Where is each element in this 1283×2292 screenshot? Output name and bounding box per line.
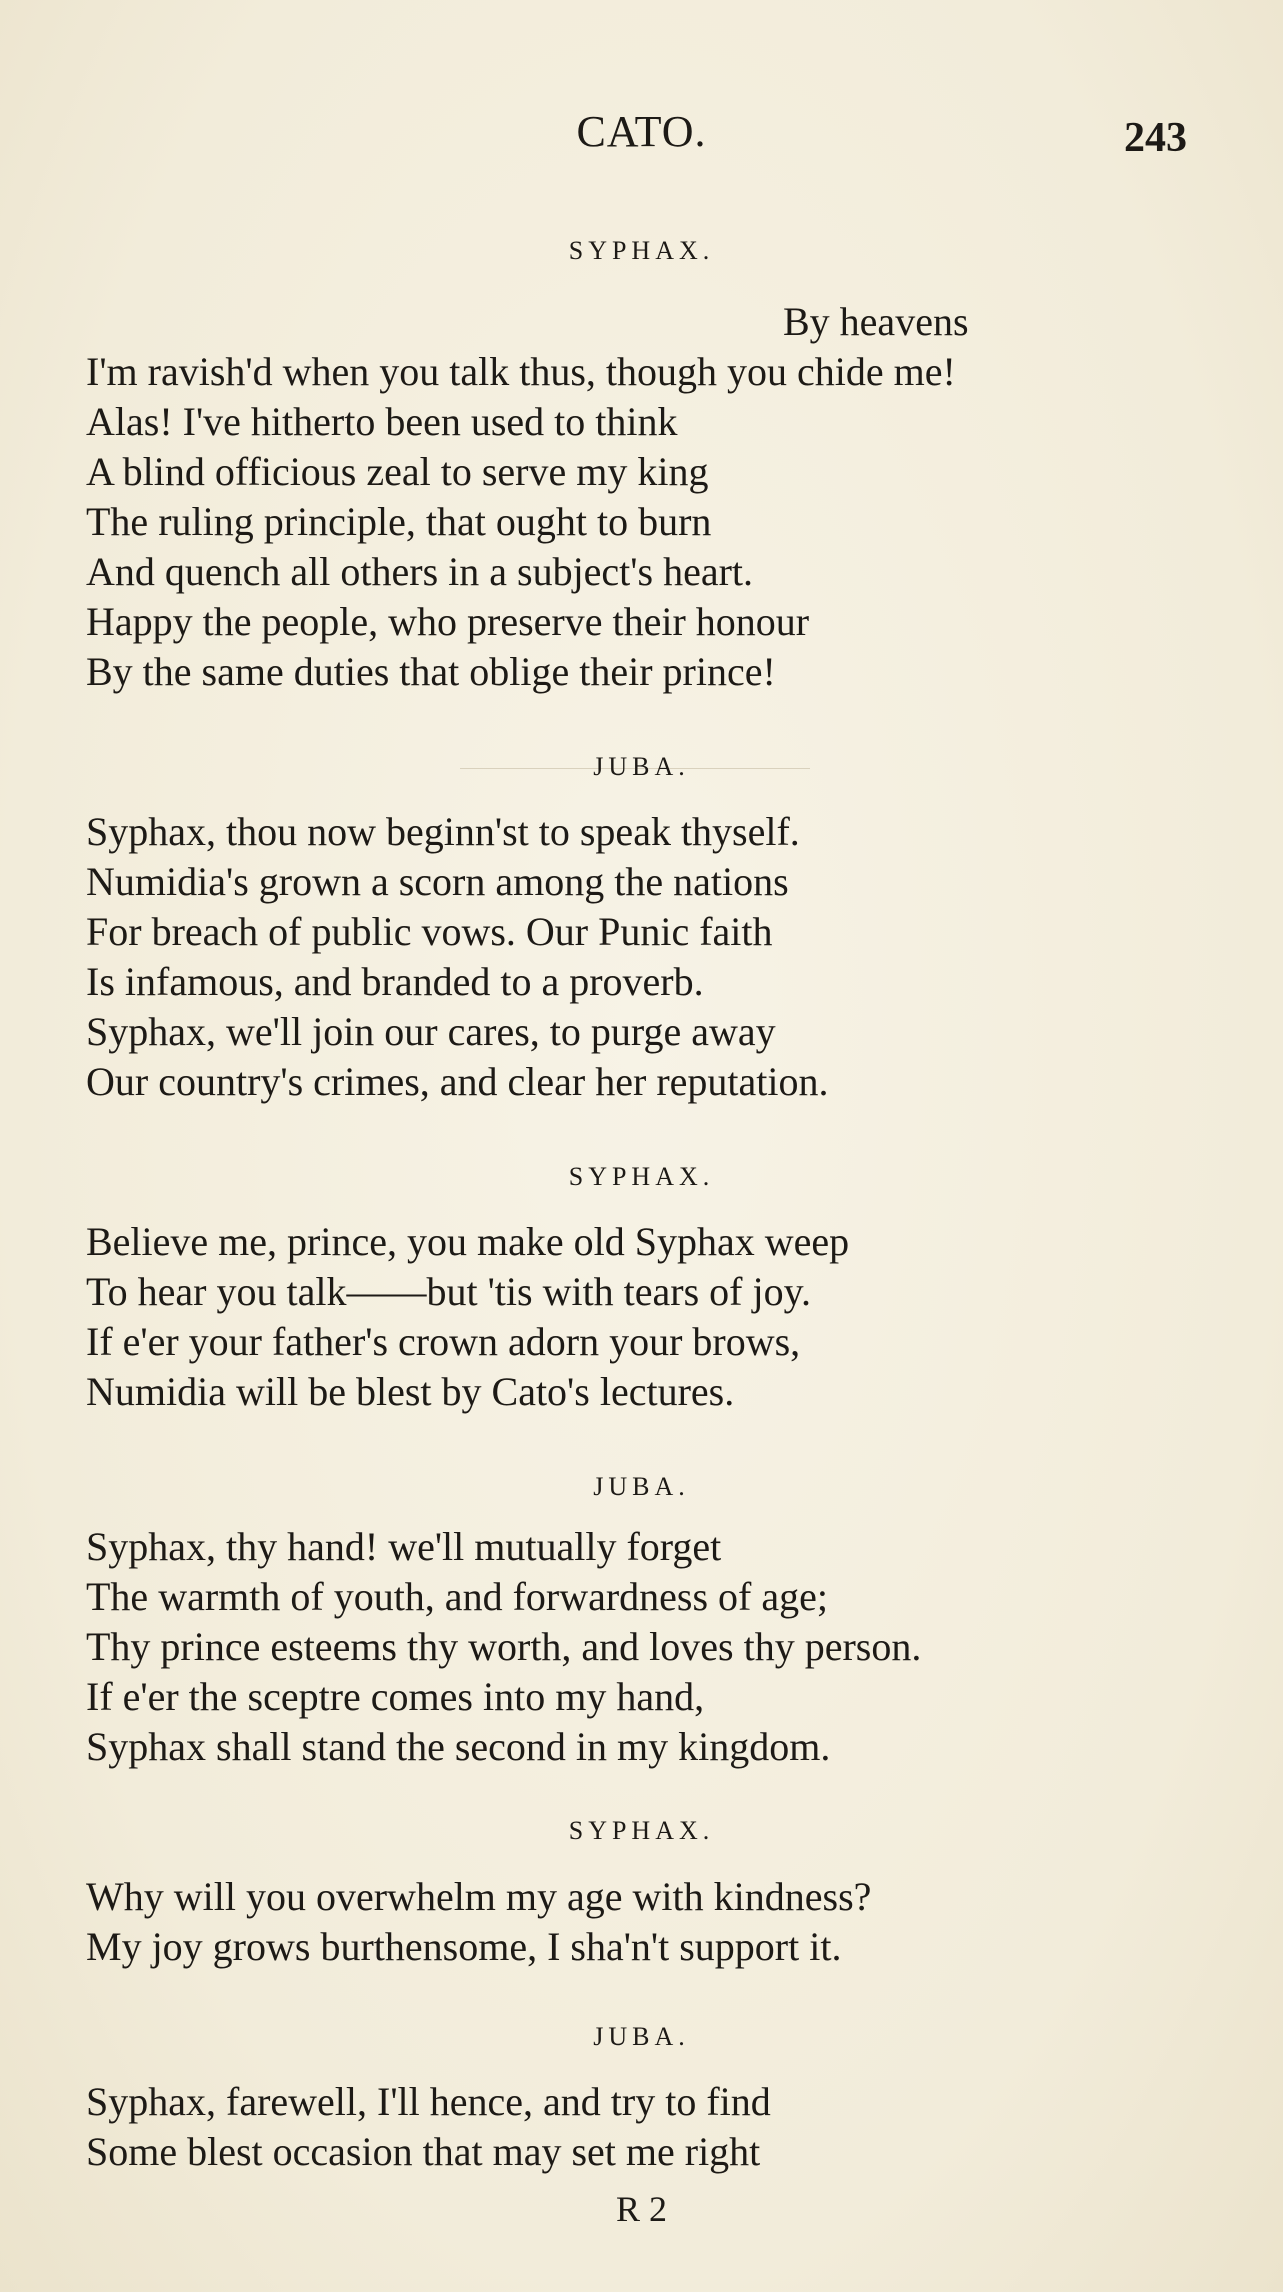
verse-line: Why will you overwhelm my age with kindness? <box>86 1874 872 1919</box>
verse-line: A blind officious zeal to serve my king <box>86 449 709 494</box>
verse-line: Syphax, farewell, I'll hence, and try to find <box>86 2079 771 2124</box>
page-number: 243 <box>1124 115 1187 161</box>
verse-line: The warmth of youth, and forwardness of age; <box>86 1574 828 1619</box>
verse-line: The ruling principle, that ought to burn <box>86 499 712 544</box>
verse-line: Believe me, prince, you make old Syphax weep <box>86 1219 850 1264</box>
verse-line: Our country's crimes, and clear her reputation. <box>86 1059 829 1104</box>
signature-mark: R 2 <box>615 2189 667 2229</box>
verse-line: For breach of public vows. Our Punic faith <box>86 909 773 954</box>
verse-line: Happy the people, who preserve their honour <box>86 599 810 644</box>
verse-line: Alas! I've hitherto been used to think <box>86 399 678 444</box>
speaker-heading: SYPHAX. <box>568 1162 715 1191</box>
verse-line: If e'er the sceptre comes into my hand, <box>86 1674 705 1719</box>
speaker-heading: JUBA. <box>593 752 690 781</box>
verse-line: And quench all others in a subject's heart. <box>86 549 754 594</box>
speaker-heading: SYPHAX. <box>568 1816 715 1845</box>
verse-line: Thy prince esteems thy worth, and loves thy person. <box>86 1624 922 1669</box>
verse-line: Some blest occasion that may set me right <box>86 2129 761 2174</box>
verse-line: By heavens <box>783 299 969 344</box>
verse-line: To hear you talk——but 'tis with tears of joy. <box>86 1269 812 1314</box>
speaker-heading: JUBA. <box>593 2022 690 2051</box>
speaker-heading: SYPHAX. <box>568 236 715 265</box>
verse-line: Syphax, we'll join our cares, to purge away <box>86 1009 776 1054</box>
speaker-heading: JUBA. <box>593 1472 690 1501</box>
verse-line: By the same duties that oblige their prince! <box>86 649 776 694</box>
running-title: CATO. <box>576 107 707 156</box>
verse-line: Is infamous, and branded to a proverb. <box>86 959 704 1004</box>
verse-line: I'm ravish'd when you talk thus, though you chide me! <box>86 349 956 394</box>
verse-line: Numidia will be blest by Cato's lectures. <box>86 1369 735 1414</box>
verse-line: If e'er your father's crown adorn your brows, <box>86 1319 801 1364</box>
verse-line: Numidia's grown a scorn among the nations <box>86 859 789 904</box>
verse-line: Syphax, thy hand! we'll mutually forget <box>86 1524 722 1569</box>
verse-line: My joy grows burthensome, I sha'n't support it. <box>86 1924 842 1969</box>
verse-line: Syphax shall stand the second in my kingdom. <box>86 1724 831 1769</box>
verse-line: Syphax, thou now beginn'st to speak thyself. <box>86 809 800 854</box>
